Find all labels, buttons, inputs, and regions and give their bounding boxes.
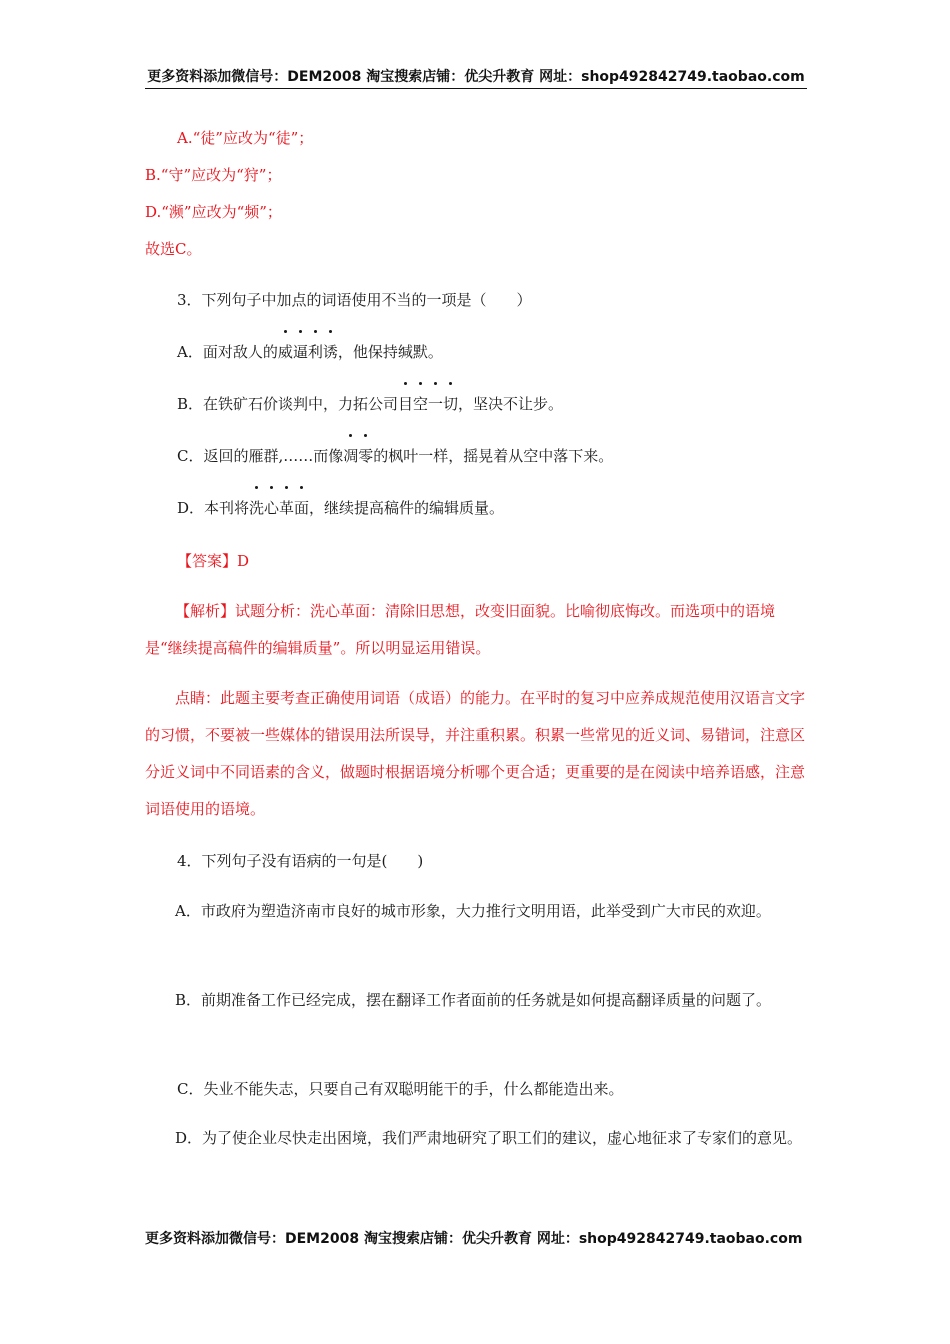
question-4-option-c: C．失业不能失志，只要自己有双聪明能干的手，什么都能造出来。	[177, 1080, 624, 1098]
question-4-option-a: A．市政府为塑造济南市良好的城市形象，大力推行文明用语，此举受到广大市民的欢迎。	[175, 902, 771, 920]
emphasis-dots	[343, 434, 373, 440]
page-header: 更多资料添加微信号：DEM2008 淘宝搜索店铺：优尖升教育 网址：shop492842749.taobao.com	[147, 69, 805, 85]
option-a-post: ，他保持缄默。	[337, 343, 443, 361]
option-d-pre: D．本刊将	[177, 499, 250, 517]
page-footer: 更多资料添加微信号：DEM2008 淘宝搜索店铺：优尖升教育 网址：shop492842749.taobao.com	[145, 1231, 803, 1247]
option-b-marked-word	[398, 395, 458, 413]
question-3-option-b	[177, 394, 563, 414]
question-3-analysis: 【解析】试题分析：洗心革面：清除旧思想，改变旧面貌。比喻彻底悔改。而选项中的语境是“继续提高稿件的编辑质量”。所以明显运用错误。	[145, 602, 776, 657]
question-3-option-d	[177, 498, 504, 518]
question-3-answer: 【答案】D	[177, 552, 250, 570]
question-4-stem: 4．下列句子没有语病的一句是( )	[177, 852, 424, 870]
question-4-option-b: B．前期准备工作已经完成，摆在翻译工作者面前的任务就是如何提高翻译质量的问题了。	[175, 991, 772, 1009]
question-4-option-d: D．为了使企业尽快走出困境，我们严肃地研究了职工们的建议，虚心地征求了专家们的意见。	[175, 1129, 803, 1147]
option-d-marked-word	[249, 499, 309, 517]
question-3-option-c	[177, 446, 613, 466]
question-3-tip: 点睛：此题主要考查正确使用词语（成语）的能力。在平时的复习中应养成规范使用汉语言文字的习惯，不要被一些媒体的错误用法所误导，并注重积累。积累一些常见的近义词、易错词，注意区分近义词中不同语素的含义，做题时根据语境分析哪个更合适；更重要的是在阅读中培养语感，注意词语使用的语境。	[145, 689, 806, 818]
option-d-post: ，继续提高稿件的编辑质量。	[309, 499, 505, 517]
prev-answer-choice: 故选C。	[145, 240, 202, 258]
option-d-mark-text: 洗心革面	[249, 499, 310, 517]
option-b-mark-text: 目空一切	[398, 395, 459, 413]
prev-answer-a: A.“徒”应改为“徒”；	[177, 129, 314, 147]
question-3-option-a	[177, 342, 443, 362]
emphasis-dots	[249, 486, 309, 492]
option-b-post: ，坚决不让步。	[458, 395, 564, 413]
option-c-marked-word	[343, 447, 373, 465]
prev-answer-d: D.“濒”应改为“频”；	[145, 203, 282, 221]
option-c-post: 的枫叶一样，摇晃着从空中落下来。	[373, 447, 614, 465]
question-3-stem: 3．下列句子中加点的词语使用不当的一项是（ ）	[177, 291, 532, 309]
emphasis-dots	[278, 330, 338, 336]
option-c-mark-text: 凋零	[343, 447, 374, 465]
prev-answer-b: B.“守”应改为“狩”；	[145, 166, 282, 184]
option-a-mark-text: 威逼利诱	[277, 343, 338, 361]
option-b-pre: B．在铁矿石价谈判中，力拓公司	[177, 395, 399, 413]
emphasis-dots	[398, 382, 458, 388]
option-a-pre: A．面对敌人的	[177, 343, 278, 361]
option-c-pre: C．返回的雁群,……而像	[177, 447, 344, 465]
header-divider	[145, 88, 807, 89]
option-a-marked-word	[278, 343, 338, 361]
